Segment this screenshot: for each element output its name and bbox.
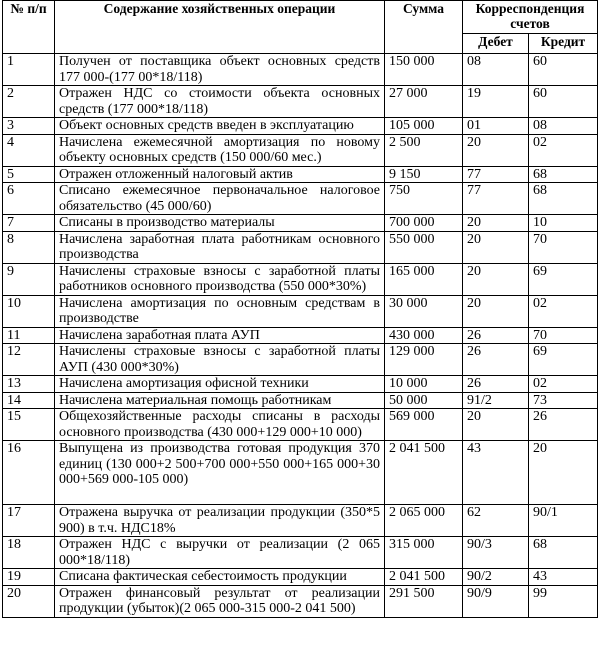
credit-account: 90/1 [529, 505, 598, 537]
debit-account: 08 [463, 54, 529, 86]
credit-account: 69 [529, 344, 598, 376]
operation-sum: 550 000 [385, 231, 463, 263]
operation-sum: 2 065 000 [385, 505, 463, 537]
operation-description: Получен от поставщика объект основных средств 177 000-(177 00*18/118) [55, 54, 385, 86]
table-row [3, 441, 598, 505]
operation-description: Общехозяйственные расходы списаны в расходы основного производства (430 000+129 000+10 000) [55, 409, 385, 441]
header-content: Содержание хозяйственных операции [55, 1, 385, 54]
debit-account: 26 [463, 376, 529, 393]
credit-account: 69 [529, 263, 598, 295]
operation-sum: 2 500 [385, 134, 463, 166]
table-row [3, 585, 598, 617]
row-number: 12 [3, 344, 55, 376]
row-number: 6 [3, 183, 55, 215]
credit-account: 99 [529, 585, 598, 617]
operation-sum: 10 000 [385, 376, 463, 393]
table-row [3, 569, 598, 586]
row-number: 19 [3, 569, 55, 586]
row-number: 15 [3, 409, 55, 441]
operation-sum: 569 000 [385, 409, 463, 441]
operation-sum: 291 500 [385, 585, 463, 617]
operation-sum: 315 000 [385, 537, 463, 569]
table-row [3, 134, 598, 166]
debit-account: 77 [463, 166, 529, 183]
operation-description: Начислены страховые взносы с заработной платы работников основного производства (550 000*30%) [55, 263, 385, 295]
row-number: 1 [3, 54, 55, 86]
operation-sum: 2 041 500 [385, 441, 463, 505]
credit-account: 60 [529, 86, 598, 118]
header-debit: Дебет [463, 34, 529, 54]
credit-account: 08 [529, 118, 598, 135]
row-number: 3 [3, 118, 55, 135]
operation-description: Объект основных средств введен в эксплуатацию [55, 118, 385, 135]
operation-description: Начислены страховые взносы с заработной платы АУП (430 000*30%) [55, 344, 385, 376]
credit-account: 70 [529, 327, 598, 344]
debit-account: 20 [463, 215, 529, 232]
credit-account: 43 [529, 569, 598, 586]
debit-account: 26 [463, 344, 529, 376]
operation-sum: 2 041 500 [385, 569, 463, 586]
operation-sum: 9 150 [385, 166, 463, 183]
credit-account: 70 [529, 231, 598, 263]
row-number: 4 [3, 134, 55, 166]
table-row [3, 537, 598, 569]
operation-sum: 430 000 [385, 327, 463, 344]
operation-description: Начислена амортизация офисной техники [55, 376, 385, 393]
operation-description: Начислена амортизация по основным средствам в производстве [55, 295, 385, 327]
table-row [3, 376, 598, 393]
operation-description: Списана фактическая себестоимость продукции [55, 569, 385, 586]
table-row [3, 54, 598, 86]
credit-account: 68 [529, 166, 598, 183]
table-row [3, 409, 598, 441]
table-row [3, 231, 598, 263]
operation-description: Отражена выручка от реализации продукции (350*5 900) в т.ч. НДС18% [55, 505, 385, 537]
operation-sum: 50 000 [385, 392, 463, 409]
row-number: 16 [3, 441, 55, 505]
operation-description: Начислена материальная помощь работникам [55, 392, 385, 409]
credit-account: 02 [529, 376, 598, 393]
header-credit: Кредит [529, 34, 598, 54]
debit-account: 90/9 [463, 585, 529, 617]
debit-account: 20 [463, 134, 529, 166]
row-number: 13 [3, 376, 55, 393]
row-number: 5 [3, 166, 55, 183]
operation-description: Отражен отложенный налоговый актив [55, 166, 385, 183]
debit-account: 77 [463, 183, 529, 215]
row-number: 18 [3, 537, 55, 569]
operation-sum: 105 000 [385, 118, 463, 135]
operation-sum: 27 000 [385, 86, 463, 118]
debit-account: 01 [463, 118, 529, 135]
row-number: 14 [3, 392, 55, 409]
header-correspondence: Корреспонденция счетов [463, 1, 598, 34]
table-row [3, 166, 598, 183]
debit-account: 19 [463, 86, 529, 118]
operations-table [2, 0, 598, 618]
debit-account: 20 [463, 263, 529, 295]
header-sum: Сумма [385, 1, 463, 54]
credit-account: 02 [529, 295, 598, 327]
header-num: № п/п [3, 1, 55, 54]
operation-sum: 129 000 [385, 344, 463, 376]
operation-sum: 30 000 [385, 295, 463, 327]
debit-account: 90/3 [463, 537, 529, 569]
debit-account: 20 [463, 409, 529, 441]
credit-account: 20 [529, 441, 598, 505]
row-number: 9 [3, 263, 55, 295]
operation-description: Начислена ежемесячной амортизация по новому объекту основных средств (150 000/60 мес.) [55, 134, 385, 166]
operation-description: Начислена заработная плата работникам основного производства [55, 231, 385, 263]
table-row [3, 118, 598, 135]
credit-account: 68 [529, 183, 598, 215]
operation-description: Начислена заработная плата АУП [55, 327, 385, 344]
row-number: 20 [3, 585, 55, 617]
credit-account: 60 [529, 54, 598, 86]
operation-sum: 150 000 [385, 54, 463, 86]
ledger-wrapper [2, 0, 597, 618]
debit-account: 91/2 [463, 392, 529, 409]
operation-description: Списано ежемесячное первоначальное налоговое обязательство (45 000/60) [55, 183, 385, 215]
row-number: 10 [3, 295, 55, 327]
operation-sum: 750 [385, 183, 463, 215]
credit-account: 68 [529, 537, 598, 569]
debit-account: 26 [463, 327, 529, 344]
debit-account: 20 [463, 231, 529, 263]
table-row [3, 183, 598, 215]
header-row [3, 1, 598, 34]
row-number: 8 [3, 231, 55, 263]
debit-account: 20 [463, 295, 529, 327]
row-number: 17 [3, 505, 55, 537]
table-row [3, 263, 598, 295]
operation-sum: 165 000 [385, 263, 463, 295]
operation-sum: 700 000 [385, 215, 463, 232]
credit-account: 10 [529, 215, 598, 232]
table-row [3, 327, 598, 344]
row-number: 2 [3, 86, 55, 118]
table-row [3, 505, 598, 537]
credit-account: 02 [529, 134, 598, 166]
credit-account: 73 [529, 392, 598, 409]
table-row [3, 215, 598, 232]
debit-account: 43 [463, 441, 529, 505]
table-row [3, 392, 598, 409]
operation-description: Списаны в производство материалы [55, 215, 385, 232]
debit-account: 62 [463, 505, 529, 537]
table-row [3, 86, 598, 118]
table-row [3, 344, 598, 376]
operation-description: Отражен финансовый результат от реализации продукции (убыток)(2 065 000-315 000-2 041 500) [55, 585, 385, 617]
debit-account: 90/2 [463, 569, 529, 586]
operation-description: Отражен НДС с выручки от реализации (2 065 000*18/118) [55, 537, 385, 569]
operation-description: Отражен НДС со стоимости объекта основных средств (177 000*18/118) [55, 86, 385, 118]
row-number: 11 [3, 327, 55, 344]
table-row [3, 295, 598, 327]
row-number: 7 [3, 215, 55, 232]
credit-account: 26 [529, 409, 598, 441]
operations-body [3, 54, 598, 618]
operation-description: Выпущена из производства готовая продукция 370 единиц (130 000+2 500+700 000+550 000+165 000+30 000+569 000-105 000) [55, 441, 385, 505]
